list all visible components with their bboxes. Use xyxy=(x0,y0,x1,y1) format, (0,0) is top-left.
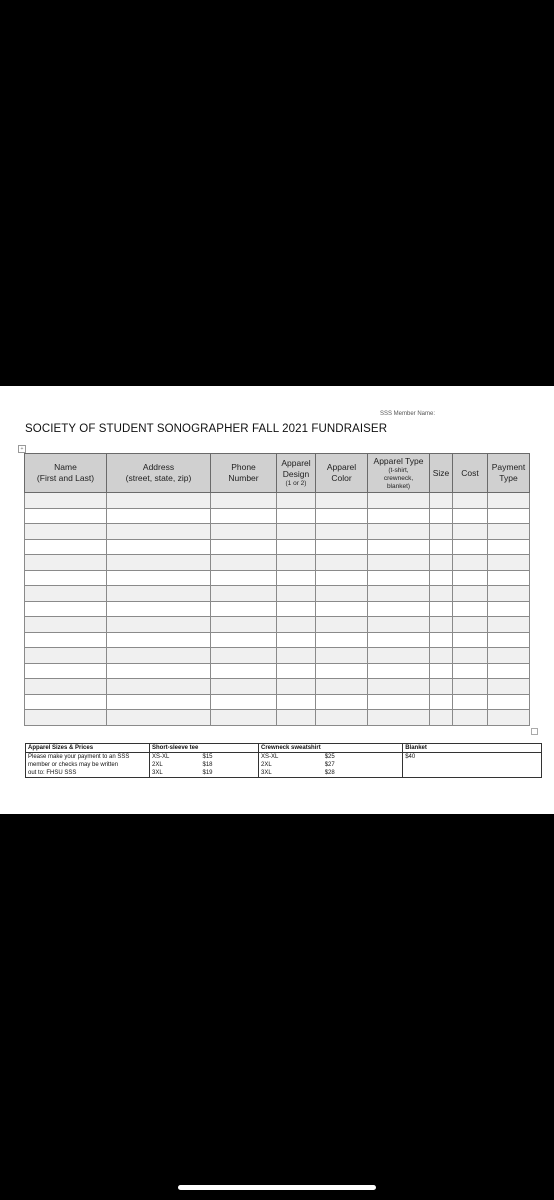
form-cell[interactable] xyxy=(25,694,107,710)
price-cell: Please make your payment to an SSS xyxy=(26,753,150,762)
form-cell[interactable] xyxy=(277,586,316,602)
price-cell xyxy=(403,769,542,778)
form-cell[interactable] xyxy=(368,508,430,524)
form-cell[interactable] xyxy=(316,663,368,679)
form-cell[interactable] xyxy=(368,524,430,540)
form-cell[interactable] xyxy=(277,617,316,633)
order-form-table xyxy=(24,453,530,726)
form-cell[interactable] xyxy=(368,586,430,602)
form-cell[interactable] xyxy=(453,648,488,664)
form-cell[interactable] xyxy=(368,648,430,664)
column-header-line: Cost xyxy=(461,467,479,478)
form-cell[interactable] xyxy=(277,648,316,664)
form-cell[interactable] xyxy=(211,493,277,509)
form-cell[interactable] xyxy=(316,524,368,540)
form-cell[interactable] xyxy=(211,679,277,695)
price-header-cell xyxy=(323,744,403,753)
form-cell[interactable] xyxy=(25,663,107,679)
form-cell[interactable] xyxy=(277,694,316,710)
table-row xyxy=(25,648,530,664)
form-cell[interactable] xyxy=(25,508,107,524)
table-move-handle-icon[interactable]: + xyxy=(18,445,26,453)
form-cell[interactable] xyxy=(453,663,488,679)
column-header-line: Type xyxy=(499,473,518,483)
column-header-line: Size xyxy=(432,467,450,478)
form-cell[interactable] xyxy=(453,524,488,540)
form-cell[interactable] xyxy=(25,493,107,509)
table-row xyxy=(25,679,530,695)
price-cell: member or checks may be written xyxy=(26,761,150,769)
price-cell: $28 xyxy=(323,769,403,778)
table-row xyxy=(25,555,530,571)
form-cell[interactable] xyxy=(368,632,430,648)
form-cell[interactable] xyxy=(107,539,211,555)
column-header-line: Apparel xyxy=(281,458,311,468)
form-cell[interactable] xyxy=(211,632,277,648)
column-header-note: (1 or 2) xyxy=(285,480,307,487)
price-cell: $40 xyxy=(403,753,542,762)
form-cell[interactable] xyxy=(211,508,277,524)
form-cell[interactable] xyxy=(368,617,430,633)
form-cell[interactable] xyxy=(488,570,530,586)
price-cell: $27 xyxy=(324,762,335,768)
form-cell[interactable] xyxy=(430,508,453,524)
form-cell[interactable] xyxy=(316,694,368,710)
price-header-cell: Short-sleeve tee xyxy=(150,744,201,753)
form-cell[interactable] xyxy=(430,710,453,726)
form-cell[interactable] xyxy=(316,555,368,571)
column-header-line: Apparel Type xyxy=(373,455,424,466)
column-header-line: Payment xyxy=(491,462,526,472)
form-cell[interactable] xyxy=(316,508,368,524)
form-cell[interactable] xyxy=(368,601,430,617)
form-cell[interactable] xyxy=(107,648,211,664)
form-cell[interactable] xyxy=(430,601,453,617)
form-cell[interactable] xyxy=(316,601,368,617)
form-cell[interactable] xyxy=(430,632,453,648)
form-cell[interactable] xyxy=(25,648,107,664)
form-cell[interactable] xyxy=(107,663,211,679)
column-header-line: Phone xyxy=(231,462,256,472)
form-cell[interactable] xyxy=(488,617,530,633)
column-header-line: Apparel xyxy=(326,462,357,472)
table-row xyxy=(25,539,530,555)
form-cell[interactable] xyxy=(430,679,453,695)
price-header-cell: Crewneck sweatshirt xyxy=(259,744,323,753)
form-cell[interactable] xyxy=(277,539,316,555)
price-cell: $19 xyxy=(201,769,259,778)
table-row xyxy=(25,601,530,617)
column-header xyxy=(368,454,430,493)
form-cell[interactable] xyxy=(211,663,277,679)
column-header-line: Address xyxy=(142,462,175,472)
form-cell[interactable] xyxy=(488,555,530,571)
form-cell[interactable] xyxy=(430,663,453,679)
form-cell[interactable] xyxy=(368,679,430,695)
form-cell[interactable] xyxy=(316,632,368,648)
table-row xyxy=(25,508,530,524)
column-header-note: crewneck, xyxy=(383,474,414,482)
form-cell[interactable] xyxy=(430,524,453,540)
table-resize-handle[interactable] xyxy=(531,728,538,735)
form-cell[interactable] xyxy=(488,648,530,664)
form-cell[interactable] xyxy=(277,570,316,586)
form-cell[interactable] xyxy=(107,570,211,586)
form-cell[interactable] xyxy=(430,694,453,710)
price-cell: out to: FHSU SSS xyxy=(26,769,150,778)
price-cell: $15 xyxy=(202,754,213,760)
table-row xyxy=(25,710,530,726)
table-row xyxy=(25,570,530,586)
column-header-line: Number xyxy=(228,473,259,483)
form-cell[interactable] xyxy=(107,617,211,633)
form-cell[interactable] xyxy=(25,679,107,695)
form-cell[interactable] xyxy=(107,679,211,695)
form-cell[interactable] xyxy=(107,586,211,602)
form-cell[interactable] xyxy=(488,586,530,602)
price-row xyxy=(26,753,542,762)
table-row xyxy=(25,493,530,509)
column-header-line: (street, state, zip) xyxy=(125,473,192,483)
form-cell[interactable] xyxy=(368,694,430,710)
column-header xyxy=(25,454,107,493)
price-header-cell: Apparel Sizes & Prices xyxy=(26,744,150,753)
form-cell[interactable] xyxy=(25,539,107,555)
form-cell[interactable] xyxy=(316,493,368,509)
price-cell: 2XL xyxy=(259,761,323,769)
form-cell[interactable] xyxy=(277,555,316,571)
form-cell[interactable] xyxy=(488,493,530,509)
form-cell[interactable] xyxy=(430,493,453,509)
form-cell[interactable] xyxy=(277,524,316,540)
form-cell[interactable] xyxy=(453,617,488,633)
price-row xyxy=(26,769,542,778)
form-cell[interactable] xyxy=(368,493,430,509)
form-cell[interactable] xyxy=(25,555,107,571)
form-cell[interactable] xyxy=(453,493,488,509)
column-header-line: (First and Last) xyxy=(36,473,95,483)
form-cell[interactable] xyxy=(211,539,277,555)
form-cell[interactable] xyxy=(211,601,277,617)
form-cell[interactable] xyxy=(430,586,453,602)
column-header xyxy=(107,454,211,493)
column-header xyxy=(316,454,368,493)
form-cell[interactable] xyxy=(277,601,316,617)
member-name-label: SSS Member Name: xyxy=(380,411,436,417)
form-cell[interactable] xyxy=(488,710,530,726)
form-cell[interactable] xyxy=(25,632,107,648)
price-cell: $25 xyxy=(324,754,335,760)
table-row xyxy=(25,586,530,602)
price-cell: 3XL xyxy=(259,769,323,778)
form-cell[interactable] xyxy=(107,710,211,726)
form-cell[interactable] xyxy=(488,663,530,679)
price-header-cell xyxy=(201,744,259,753)
price-cell: $18 xyxy=(202,762,213,768)
form-cell[interactable] xyxy=(211,648,277,664)
form-cell[interactable] xyxy=(211,524,277,540)
form-cell[interactable] xyxy=(316,710,368,726)
form-cell[interactable] xyxy=(488,694,530,710)
form-cell[interactable] xyxy=(25,601,107,617)
form-cell[interactable] xyxy=(107,508,211,524)
form-cell[interactable] xyxy=(453,710,488,726)
form-cell[interactable] xyxy=(488,632,530,648)
form-cell[interactable] xyxy=(430,555,453,571)
price-cell: 3XL xyxy=(150,769,201,778)
column-header xyxy=(453,454,488,493)
form-cell[interactable] xyxy=(211,694,277,710)
document-page xyxy=(0,386,554,814)
form-cell[interactable] xyxy=(107,555,211,571)
form-cell[interactable] xyxy=(368,555,430,571)
form-cell[interactable] xyxy=(453,539,488,555)
table-row xyxy=(25,632,530,648)
price-table-header xyxy=(26,744,542,753)
form-cell[interactable] xyxy=(277,663,316,679)
column-header-line: Color xyxy=(331,473,352,483)
form-cell[interactable] xyxy=(277,679,316,695)
form-cell[interactable] xyxy=(368,710,430,726)
form-cell[interactable] xyxy=(277,710,316,726)
form-cell[interactable] xyxy=(25,586,107,602)
form-cell[interactable] xyxy=(430,617,453,633)
form-cell[interactable] xyxy=(453,679,488,695)
form-cell[interactable] xyxy=(211,586,277,602)
form-cell[interactable] xyxy=(316,617,368,633)
column-header xyxy=(277,454,316,493)
form-cell[interactable] xyxy=(316,679,368,695)
column-header-note: (t-shirt, xyxy=(388,466,409,474)
table-row xyxy=(25,663,530,679)
form-cell[interactable] xyxy=(107,694,211,710)
table-row xyxy=(25,617,530,633)
price-row xyxy=(26,761,542,769)
form-cell[interactable] xyxy=(430,648,453,664)
column-header xyxy=(430,454,453,493)
form-cell[interactable] xyxy=(25,570,107,586)
form-cell[interactable] xyxy=(453,601,488,617)
form-cell[interactable] xyxy=(107,632,211,648)
form-cell[interactable] xyxy=(211,710,277,726)
price-cell: 2XL xyxy=(150,761,201,769)
form-cell[interactable] xyxy=(453,632,488,648)
table-row xyxy=(25,694,530,710)
form-cell[interactable] xyxy=(488,508,530,524)
form-cell[interactable] xyxy=(25,524,107,540)
form-cell[interactable] xyxy=(368,570,430,586)
form-cell[interactable] xyxy=(316,539,368,555)
home-indicator[interactable] xyxy=(178,1185,376,1190)
price-table xyxy=(25,743,542,778)
form-cell[interactable] xyxy=(453,555,488,571)
price-cell: XS-XL xyxy=(150,753,201,762)
form-cell[interactable] xyxy=(277,493,316,509)
column-header-line: Name xyxy=(54,462,77,472)
form-cell[interactable] xyxy=(211,570,277,586)
table-row xyxy=(25,524,530,540)
form-cell[interactable] xyxy=(25,710,107,726)
form-cell[interactable] xyxy=(488,539,530,555)
price-header-cell: Blanket xyxy=(403,744,542,753)
form-cell[interactable] xyxy=(316,648,368,664)
price-cell xyxy=(403,761,542,769)
price-cell: XS-XL xyxy=(259,753,323,762)
form-cell[interactable] xyxy=(316,586,368,602)
column-header xyxy=(211,454,277,493)
document-title: SOCIETY OF STUDENT SONOGRAPHER FALL 2021 FUNDRAISER xyxy=(25,423,388,435)
form-cell[interactable] xyxy=(488,601,530,617)
form-cell[interactable] xyxy=(430,539,453,555)
form-cell[interactable] xyxy=(430,570,453,586)
form-cell[interactable] xyxy=(453,508,488,524)
form-cell[interactable] xyxy=(25,617,107,633)
form-cell[interactable] xyxy=(211,555,277,571)
form-cell[interactable] xyxy=(107,493,211,509)
column-header xyxy=(488,454,530,493)
form-cell[interactable] xyxy=(211,617,277,633)
form-cell[interactable] xyxy=(488,524,530,540)
form-cell[interactable] xyxy=(368,663,430,679)
form-cell[interactable] xyxy=(277,508,316,524)
form-cell[interactable] xyxy=(316,570,368,586)
form-cell[interactable] xyxy=(488,679,530,695)
form-cell[interactable] xyxy=(107,601,211,617)
form-cell[interactable] xyxy=(277,632,316,648)
form-cell[interactable] xyxy=(453,586,488,602)
form-cell[interactable] xyxy=(107,524,211,540)
form-cell[interactable] xyxy=(453,570,488,586)
column-header-note: blanket) xyxy=(386,482,411,490)
column-header-line: Design xyxy=(282,469,310,479)
form-cell[interactable] xyxy=(453,694,488,710)
form-cell[interactable] xyxy=(368,539,430,555)
